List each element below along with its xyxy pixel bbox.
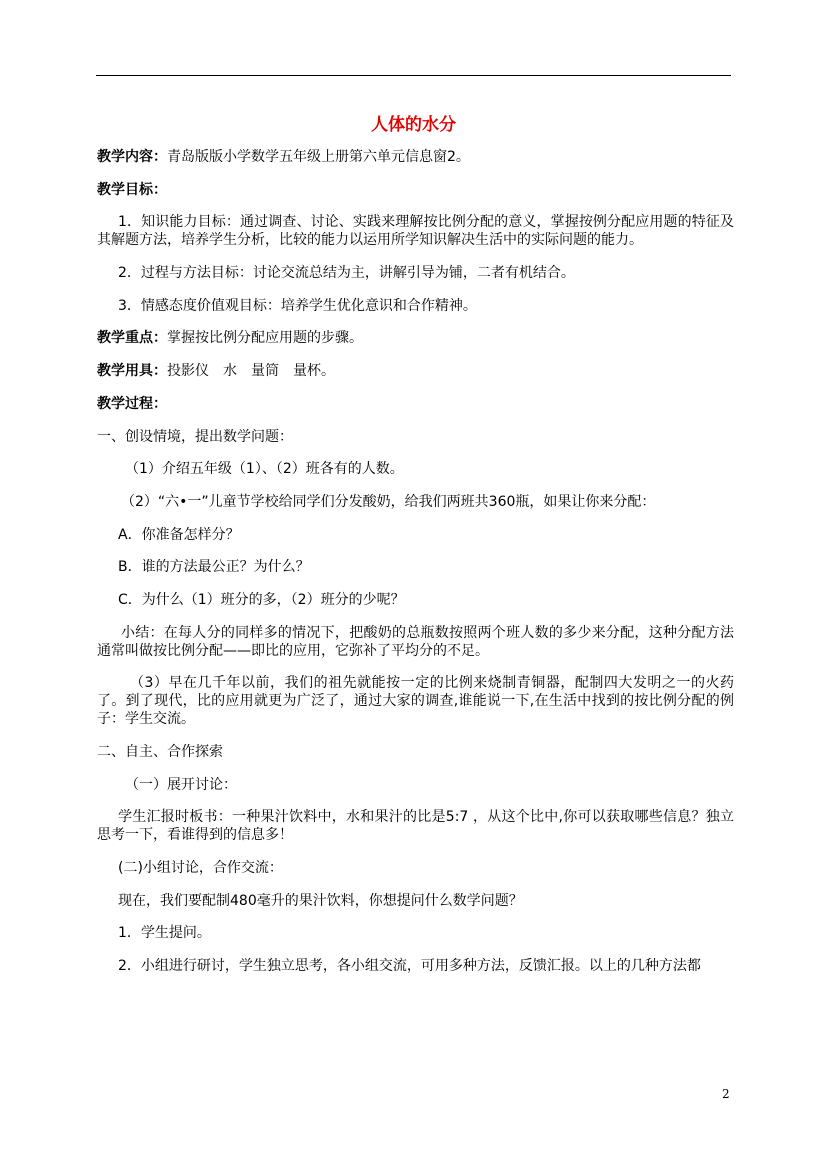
question-c: C．为什么（1）班分的多，（2）班分的少呢？ — [118, 591, 405, 608]
content-label: 教学内容： — [97, 149, 167, 165]
section2-step-1: 1．学生提问。 — [118, 925, 211, 942]
question-b: B．谁的方法最公正？为什么？ — [118, 559, 310, 576]
tools-label: 教学用具： — [97, 363, 167, 380]
content-line — [97, 148, 734, 166]
header-rule — [96, 75, 731, 76]
page-number: 2 — [722, 1087, 730, 1101]
tools-line — [97, 362, 734, 380]
section1-summary: 小结：在每人分的同样多的情况下，把酸奶的总瓶数按照两个班人数的多少来分配，这种分配方法通常叫做按比例分配——即比的应用，它弥补了平均分的不足。 — [97, 624, 734, 659]
section1-item-3: （3）早在几千年以前，我们的祖先就能按一定的比例来烧制青铜器，配制四大发明之一的火药了。到了现代，比的应用就更为广泛了，通过大家的调查,谁能说一下,在生活中找到的按比例分配的例子：学生交流。 — [97, 675, 734, 728]
goals-label: 教学目标： — [97, 181, 167, 198]
section2-sub2: (二)小组讨论，合作交流： — [118, 860, 283, 877]
question-a: A．你准备怎样分？ — [118, 526, 240, 543]
section1-item-1: （1）介绍五年级（1）、（2）班各有的人数。 — [125, 461, 404, 478]
section2-sub2-text: 现在，我们要配制480毫升的果汁饮料，你想提问什么数学问题？ — [118, 892, 523, 909]
content-text: 青岛版版小学数学五年级上册第六单元信息窗2。 — [167, 149, 470, 165]
section1-heading: 一、创设情境，提出数学问题： — [97, 428, 293, 445]
section1-item-2: （2）“六•一”儿童节学校给同学们分发酸奶，给我们两班共360瓶，如果让你来分配： — [121, 493, 656, 510]
section2-sub1: （一）展开讨论： — [125, 776, 237, 793]
tools-text: 投影仪 水 量筒 量杯。 — [167, 363, 335, 380]
page-title: 人体的水分 — [371, 115, 456, 135]
goal-item-3: 3．情感态度价值观目标：培养学生优化意识和合作精神。 — [118, 297, 477, 314]
section2-sub1-text: 学生汇报时板书：一种果汁饮料中，水和果汁的比是5:7 ，从这个比中,你可以获取哪些信息？独立思考一下，看谁得到的信息多！ — [97, 809, 734, 844]
section2-heading: 二、自主、合作探索 — [97, 744, 223, 760]
process-label: 教学过程： — [97, 395, 167, 412]
section2-step-2: 2．小组进行研讨，学生独立思考，各小组交流，可用多种方法，反馈汇报。以上的几种方法都 — [118, 958, 701, 975]
key-point-label: 教学重点： — [97, 330, 167, 347]
key-point-line — [97, 329, 734, 347]
key-point-text: 掌握按比例分配应用题的步骤。 — [167, 330, 363, 347]
goal-item-1: 1．知识能力目标：通过调查、讨论、实践来理解按比例分配的意义，掌握按例分配应用题的特征及其解题方法，培养学生分析，比较的能力以运用所学知识解决生活中的实际问题的能力。 — [97, 214, 734, 249]
goal-item-2: 2．过程与方法目标：讨论交流总结为主，讲解引导为铺，二者有机结合。 — [118, 265, 575, 282]
document-body — [97, 148, 734, 990]
